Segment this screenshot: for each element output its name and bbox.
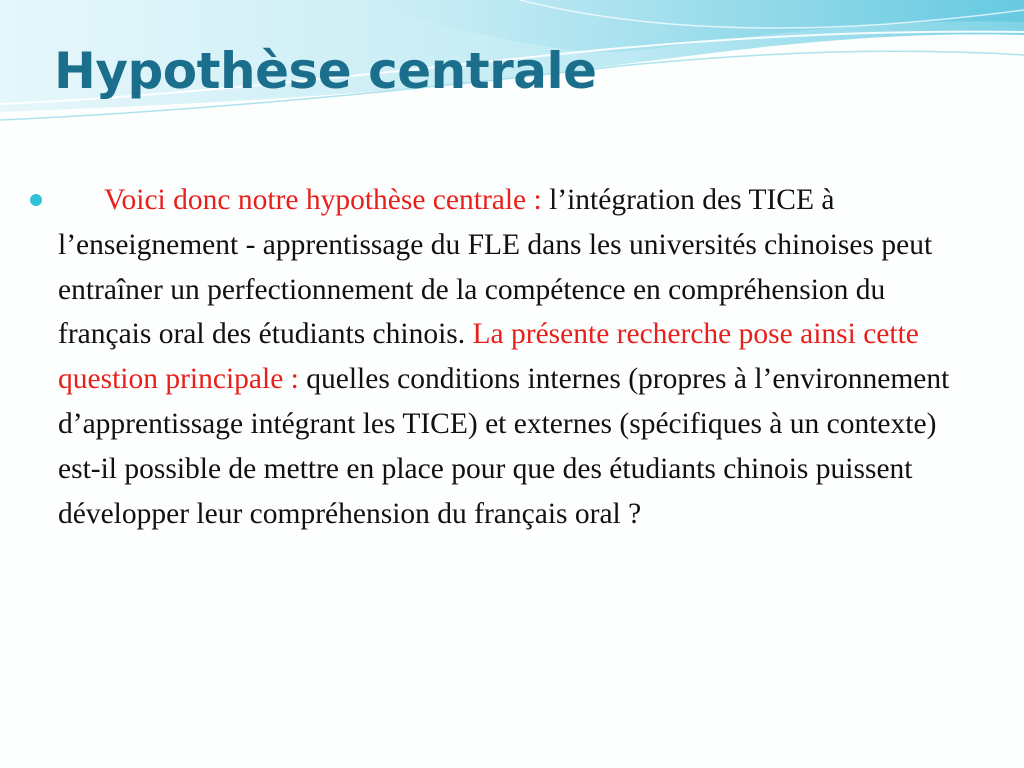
bullet-dot-icon bbox=[30, 194, 42, 206]
bullet-item bbox=[28, 178, 974, 536]
slide-content bbox=[28, 178, 974, 536]
body-text-part-1: l’intégration des TICE à l’enseignement - apprentissage du FLE dans les universités chinoises peut entraîner un perfectionnement de la compétence en compréhension du français oral des étudiants chinois. bbox=[58, 184, 933, 351]
body-text-part-2: quelles conditions internes (propres à l’environnement d’apprentissage intégrant les TICE) et externes (spécifiques à un contexte) est-il possible de mettre en place pour que des étudiants chinois puissent développer leur compréhension du français oral ? bbox=[58, 363, 950, 530]
slide-title: Hypothèse centrale bbox=[54, 42, 597, 100]
lead-highlight: Voici donc notre hypothèse centrale : bbox=[104, 184, 542, 216]
mid-highlight: La présente recherche pose ainsi cette question principale : bbox=[58, 318, 919, 396]
